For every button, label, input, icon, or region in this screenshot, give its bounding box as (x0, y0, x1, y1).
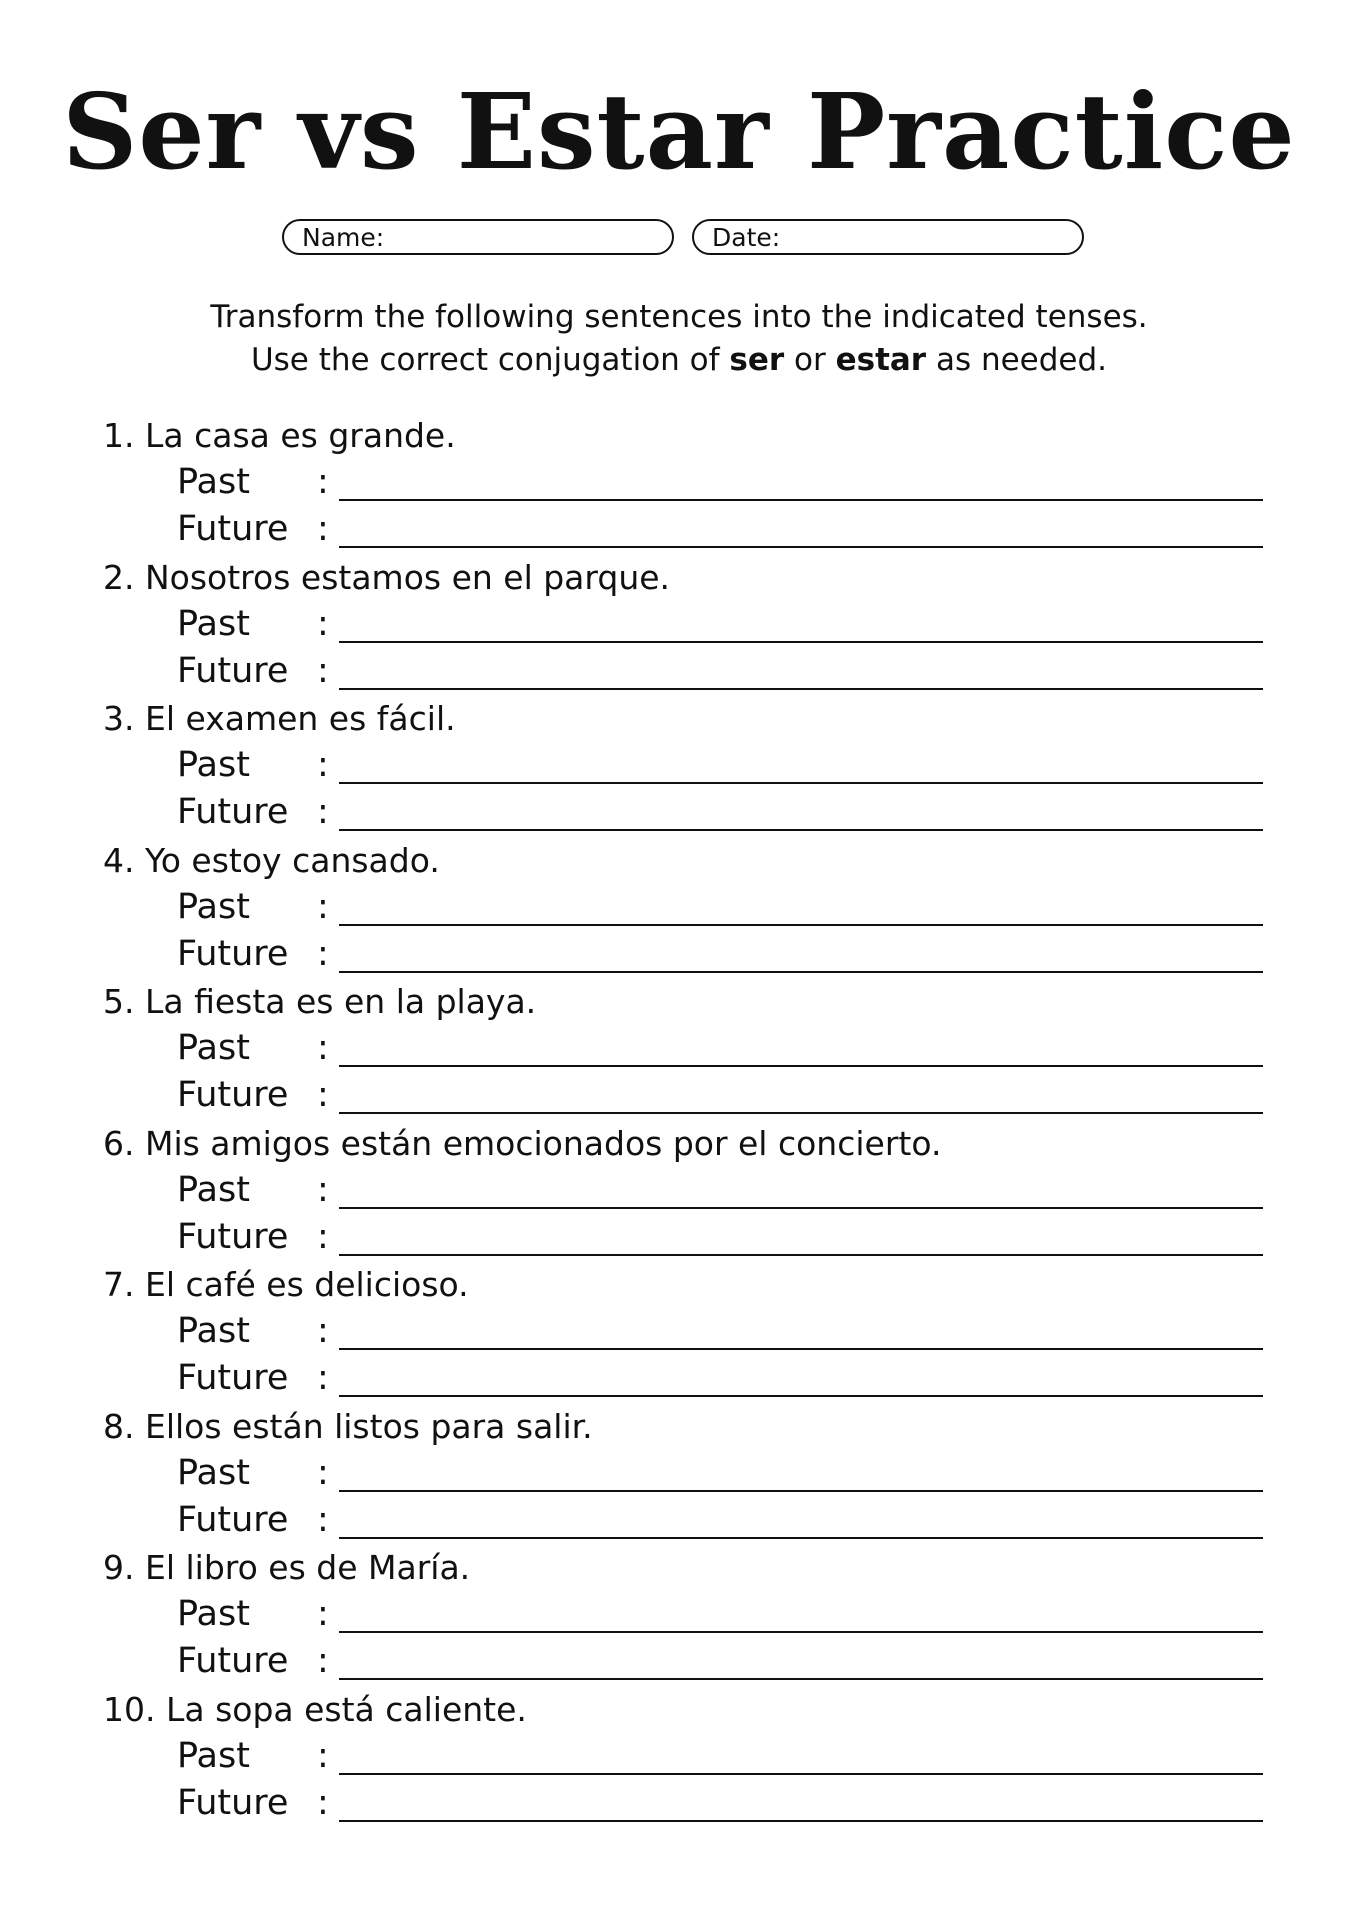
colon: : (317, 650, 329, 691)
past-answer-line[interactable] (339, 782, 1263, 784)
past-label: Past (177, 1311, 250, 1351)
keyword-ser: ser (729, 342, 785, 378)
past-answer-line[interactable] (339, 1773, 1263, 1775)
future-label: Future (177, 792, 289, 832)
past-label: Past (177, 1594, 250, 1634)
past-answer-row (177, 1733, 1263, 1779)
keyword-estar: estar (835, 342, 927, 378)
colon: : (317, 1641, 329, 1681)
question-item (103, 1262, 1263, 1404)
past-answer-line[interactable] (339, 1631, 1263, 1633)
colon: : (317, 462, 329, 502)
past-label: Past (177, 886, 250, 927)
past-answer-row (177, 1025, 1263, 1071)
date-field-label: Date: (712, 222, 781, 252)
past-answer-row (177, 1450, 1263, 1496)
future-answer-row (177, 506, 1263, 552)
question-item (103, 1545, 1263, 1687)
instructions-text: or (784, 342, 836, 378)
date-field[interactable] (692, 219, 1084, 255)
past-answer-line[interactable] (339, 641, 1263, 643)
future-answer-line[interactable] (339, 688, 1263, 690)
colon: : (317, 1075, 329, 1115)
question-text: 10. La sopa está caliente. (103, 1689, 527, 1729)
colon: : (317, 603, 329, 644)
past-answer-line[interactable] (339, 1348, 1263, 1350)
future-label: Future (177, 933, 289, 974)
past-answer-line[interactable] (339, 1490, 1263, 1492)
colon: : (317, 1169, 329, 1210)
future-answer-line[interactable] (339, 1112, 1263, 1114)
future-answer-line[interactable] (339, 1537, 1263, 1539)
past-label: Past (177, 1028, 250, 1068)
future-answer-line[interactable] (339, 1820, 1263, 1822)
future-label: Future (177, 1782, 289, 1823)
future-answer-line[interactable] (339, 971, 1263, 973)
future-answer-row (177, 1214, 1263, 1260)
student-info-fields (282, 219, 1084, 255)
past-label: Past (177, 745, 250, 785)
future-answer-line[interactable] (339, 1254, 1263, 1256)
colon: : (317, 933, 329, 974)
colon: : (317, 509, 329, 549)
future-answer-line[interactable] (339, 829, 1263, 831)
question-text: 2. Nosotros estamos en el parque. (103, 557, 671, 597)
question-item (103, 979, 1263, 1121)
future-answer-line[interactable] (339, 1678, 1263, 1680)
question-item (103, 1404, 1263, 1546)
colon: : (317, 1499, 329, 1540)
colon: : (317, 1358, 329, 1398)
future-answer-row (177, 648, 1263, 694)
past-answer-row (177, 601, 1263, 647)
colon: : (317, 886, 329, 927)
future-label: Future (177, 1358, 289, 1398)
colon: : (317, 1028, 329, 1068)
future-answer-row (177, 1355, 1263, 1401)
colon: : (317, 792, 329, 832)
page-title: Ser vs Estar Practice (62, 70, 1296, 193)
past-answer-line[interactable] (339, 1207, 1263, 1209)
future-answer-row (177, 789, 1263, 835)
future-answer-row (177, 1780, 1263, 1826)
colon: : (317, 1782, 329, 1823)
question-text: 9. El libro es de María. (103, 1548, 471, 1587)
question-item (103, 1687, 1263, 1829)
question-list (103, 413, 1263, 1828)
future-label: Future (177, 509, 289, 549)
future-answer-row (177, 1638, 1263, 1684)
past-label: Past (177, 462, 250, 502)
future-answer-line[interactable] (339, 1395, 1263, 1397)
colon: : (317, 1311, 329, 1351)
question-text: 5. La fiesta es en la playa. (103, 982, 537, 1021)
past-answer-line[interactable] (339, 924, 1263, 926)
past-answer-row (177, 459, 1263, 505)
past-answer-row (177, 1591, 1263, 1637)
past-label: Past (177, 1735, 250, 1776)
colon: : (317, 745, 329, 785)
instructions-text: Use the correct conjugation of (250, 342, 730, 378)
past-label: Past (177, 603, 250, 644)
past-answer-row (177, 1308, 1263, 1354)
question-text: 6. Mis amigos están emocionados por el concierto. (103, 1123, 942, 1163)
name-field-label: Name: (302, 222, 385, 252)
past-answer-line[interactable] (339, 499, 1263, 501)
past-label: Past (177, 1452, 250, 1493)
future-answer-line[interactable] (339, 546, 1263, 548)
question-text: 8. Ellos están listos para salir. (103, 1406, 593, 1446)
colon: : (317, 1216, 329, 1257)
future-answer-row (177, 931, 1263, 977)
past-answer-row (177, 1167, 1263, 1213)
future-label: Future (177, 1499, 289, 1540)
future-label: Future (177, 1075, 289, 1115)
instructions-line-2 (0, 339, 1358, 382)
instructions (0, 296, 1358, 382)
instructions-line-1: Transform the following sentences into the indicated tenses. (210, 299, 1148, 335)
future-label: Future (177, 1216, 289, 1257)
future-answer-row (177, 1497, 1263, 1543)
past-answer-row (177, 884, 1263, 930)
question-text: 3. El examen es fácil. (103, 699, 456, 738)
future-answer-row (177, 1072, 1263, 1118)
question-item (103, 838, 1263, 980)
question-item (103, 555, 1263, 697)
question-item (103, 1121, 1263, 1263)
future-label: Future (177, 1641, 289, 1681)
past-label: Past (177, 1169, 250, 1210)
question-item (103, 413, 1263, 555)
question-item (103, 696, 1263, 838)
question-text: 7. El café es delicioso. (103, 1265, 469, 1304)
question-text: 1. La casa es grande. (103, 416, 456, 455)
colon: : (317, 1594, 329, 1634)
instructions-text: as needed. (926, 342, 1108, 378)
name-field[interactable] (282, 219, 674, 255)
question-text: 4. Yo estoy cansado. (103, 840, 440, 880)
colon: : (317, 1735, 329, 1776)
past-answer-line[interactable] (339, 1065, 1263, 1067)
past-answer-row (177, 742, 1263, 788)
future-label: Future (177, 650, 289, 691)
colon: : (317, 1452, 329, 1493)
